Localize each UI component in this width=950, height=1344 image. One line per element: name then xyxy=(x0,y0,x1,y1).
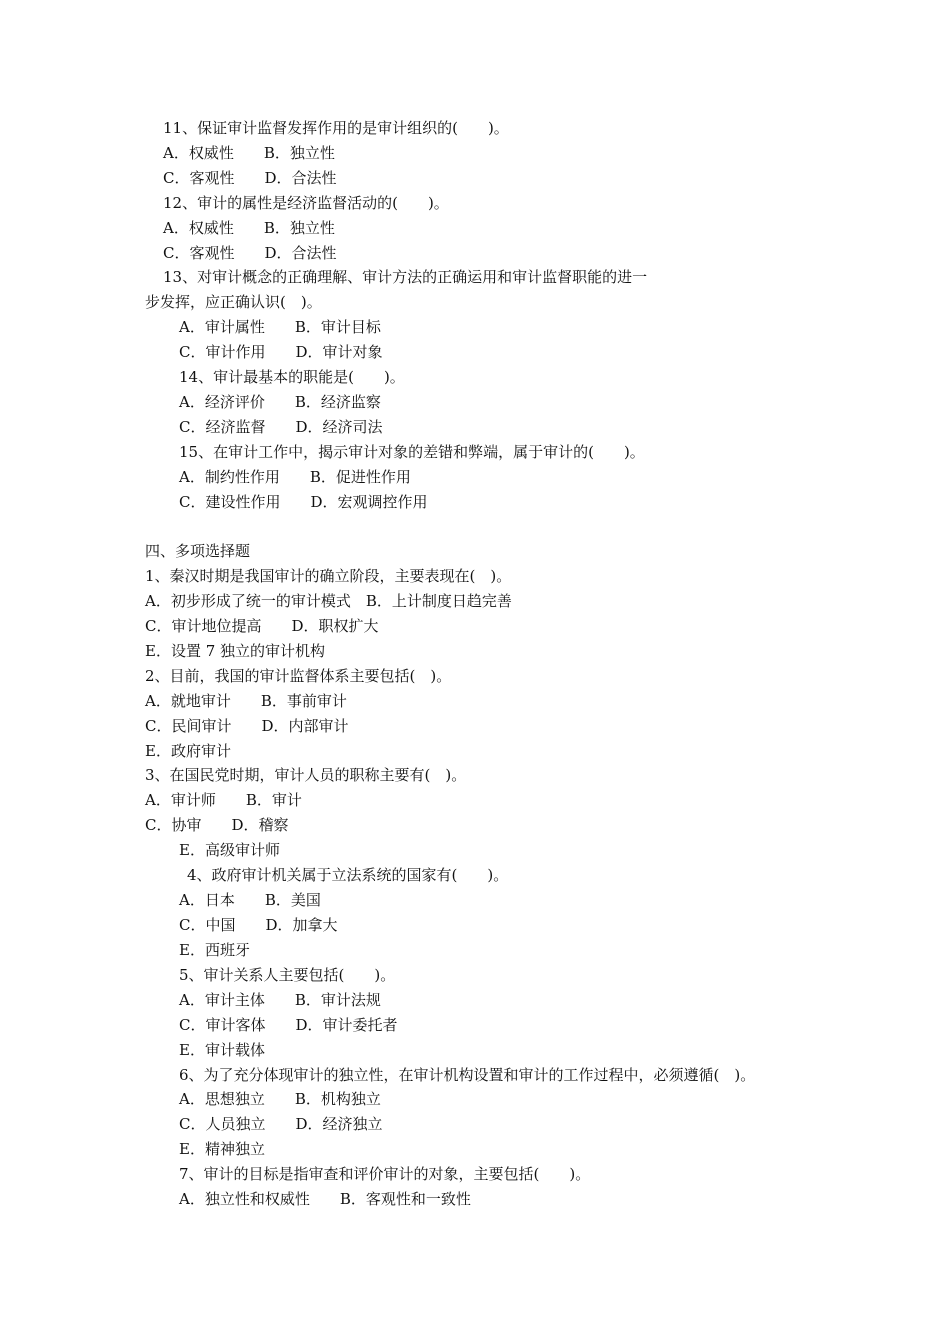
question-14-options-ab: A．经济评价 B．经济监察 xyxy=(179,393,381,411)
mc-question-4-options-cd: C．中国 D．加拿大 xyxy=(179,916,338,934)
question-13-options-cd: C．审计作用 D．审计对象 xyxy=(179,343,383,361)
mc-question-1-options-ab: A．初步形成了统一的审计模式 B．上计制度日趋完善 xyxy=(145,592,512,610)
section-heading-multiple-choice: 四、多项选择题 xyxy=(145,542,251,560)
mc-question-5-options-cd: C．审计客体 D．审计委托者 xyxy=(179,1016,398,1034)
question-12-options-ab: A．权威性 B．独立性 xyxy=(163,219,335,237)
mc-question-5-option-e: E．审计载体 xyxy=(179,1041,265,1059)
mc-question-5: 5、审计关系人主要包括( )。 xyxy=(179,966,396,984)
mc-question-5-options-ab: A．审计主体 B．审计法规 xyxy=(179,991,381,1009)
question-11-options-cd: C．客观性 D．合法性 xyxy=(163,169,337,187)
question-14: 14、审计最基本的职能是( )。 xyxy=(179,368,405,386)
question-14-options-cd: C．经济监督 D．经济司法 xyxy=(179,418,383,436)
mc-question-3: 3、在国民党时期，审计人员的职称主要有( )。 xyxy=(145,766,467,784)
mc-question-3-options-cd: C．协审 D．稽察 xyxy=(145,816,289,834)
question-11-options-ab: A．权威性 B．独立性 xyxy=(163,144,335,162)
mc-question-4-options-ab: A．日本 B．美国 xyxy=(179,891,321,909)
question-15-options-ab: A．制约性作用 B．促进性作用 xyxy=(179,468,411,486)
mc-question-2-options-cd: C．民间审计 D．内部审计 xyxy=(145,717,349,735)
mc-question-1-option-e: E．设置 7 独立的审计机构 xyxy=(145,642,326,660)
question-15: 15、在审计工作中，揭示审计对象的差错和弊端，属于审计的( )。 xyxy=(179,443,645,461)
mc-question-6-option-e: E．精神独立 xyxy=(179,1140,265,1158)
question-15-options-cd: C．建设性作用 D．宏观调控作用 xyxy=(179,493,428,511)
question-13-continued: 步发挥，应正确认识( )。 xyxy=(145,293,322,311)
mc-question-4: 4、政府审计机关属于立法系统的国家有( )。 xyxy=(187,866,509,884)
mc-question-6-options-cd: C．人员独立 D．经济独立 xyxy=(179,1115,383,1133)
mc-question-6: 6、为了充分体现审计的独立性，在审计机构设置和审计的工作过程中，必须遵循( )。 xyxy=(179,1066,756,1084)
mc-question-7-options-ab: A．独立性和权威性 B．客观性和一致性 xyxy=(179,1190,471,1208)
mc-question-2: 2、目前，我国的审计监督体系主要包括( )。 xyxy=(145,667,452,685)
question-11: 11、保证审计监督发挥作用的是审计组织的( )。 xyxy=(163,119,509,137)
question-13-options-ab: A．审计属性 B．审计目标 xyxy=(179,318,381,336)
question-13: 13、对审计概念的正确理解、审计方法的正确运用和审计监督职能的进一 xyxy=(163,268,648,286)
mc-question-6-options-ab: A．思想独立 B．机构独立 xyxy=(179,1090,381,1108)
mc-question-2-options-ab: A．就地审计 B．事前审计 xyxy=(145,692,347,710)
question-12: 12、审计的属性是经济监督活动的( )。 xyxy=(163,194,449,212)
question-12-options-cd: C．客观性 D．合法性 xyxy=(163,244,337,262)
mc-question-3-option-e: E．高级审计师 xyxy=(179,841,280,859)
mc-question-3-options-ab: A．审计师 B．审计 xyxy=(145,791,302,809)
mc-question-4-option-e: E．西班牙 xyxy=(179,941,250,959)
mc-question-1: 1、秦汉时期是我国审计的确立阶段，主要表现在( )。 xyxy=(145,567,512,585)
mc-question-2-option-e: E．政府审计 xyxy=(145,742,231,760)
mc-question-7: 7、审计的目标是指审查和评价审计的对象，主要包括( )。 xyxy=(179,1165,591,1183)
mc-question-1-options-cd: C．审计地位提高 D．职权扩大 xyxy=(145,617,379,635)
